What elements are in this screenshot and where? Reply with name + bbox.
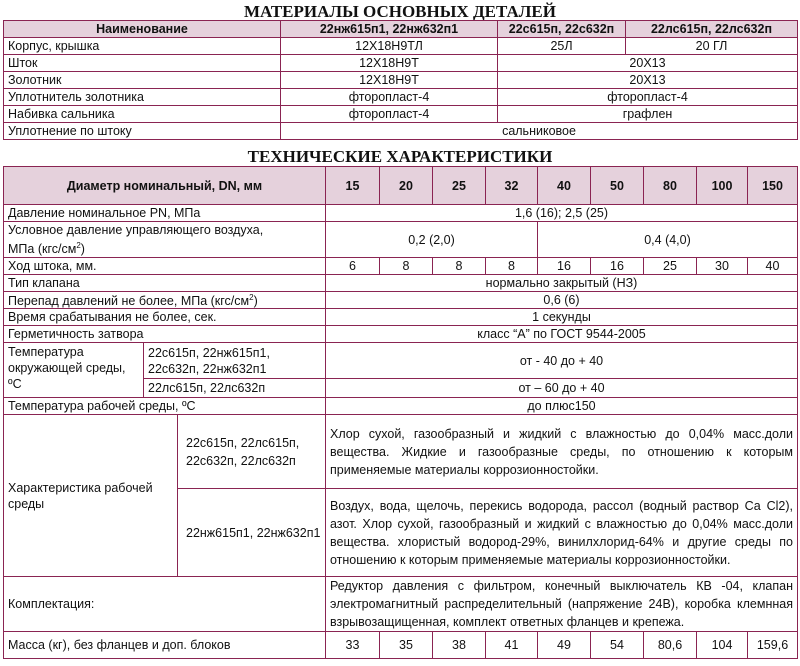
cell: 16 xyxy=(538,258,591,275)
cell: 6 xyxy=(326,258,380,275)
model-list: 22с615п, 22нж615п1, 22с632п, 22нж632п1 xyxy=(144,343,326,379)
cell: 1 секунды xyxy=(326,309,798,326)
tech-title: ТЕХНИЧЕСКИЕ ХАРАКТЕРИСТИКИ xyxy=(247,147,553,166)
row-label: Время срабатывания не более, сек. xyxy=(4,309,326,326)
row-label: Перепад давлений не более, МПа $(кгс/см^2)$ xyxy=(4,292,326,309)
cell: 16 xyxy=(591,258,644,275)
tech-table xyxy=(3,166,798,659)
table-row xyxy=(4,89,798,106)
row-label: Корпус, крышка xyxy=(4,38,281,55)
cell: класс “А” по ГОСТ 9544-2005 xyxy=(326,326,798,343)
cell: 1,6 (16); 2,5 (25) xyxy=(326,205,798,222)
cell: 25 xyxy=(644,258,697,275)
cell: 35 xyxy=(380,632,433,659)
table-row xyxy=(4,632,798,659)
header-nzh: 22нж615п1, 22нж632п1 xyxy=(281,21,498,38)
cell: фторопласт-4 xyxy=(281,106,498,123)
row-label: Золотник xyxy=(4,72,281,89)
row-label: Ход штока, мм. xyxy=(4,258,326,275)
dn-cell: 32 xyxy=(486,167,538,205)
cell: 12Х18Н9Т xyxy=(281,72,498,89)
cell: от – 60 до + 40 xyxy=(326,379,798,398)
model-list: 22лс615п, 22лс632п xyxy=(144,379,326,398)
cell: 8 xyxy=(433,258,486,275)
header-s: 22с615п, 22с632п xyxy=(498,21,626,38)
cell: до плюс150 xyxy=(326,398,798,415)
cell: графлен xyxy=(498,106,798,123)
dn-cell: 50 xyxy=(591,167,644,205)
cell: 0,6 (6) xyxy=(326,292,798,309)
model-list: 22нж615п1, 22нж632п1 xyxy=(178,489,326,577)
cell: 0,2 (2,0) xyxy=(326,222,538,258)
table-row xyxy=(4,577,798,632)
cell: Хлор сухой, газообразный и жидкий с влажностью до 0,04% масс.доли вещества. Жидкие и газообразные среды, по отношению к которым применяемые материалы коррозионностойки. xyxy=(326,415,798,489)
table-row xyxy=(4,292,798,309)
table-row xyxy=(4,326,798,343)
model-list: 22с615п, 22лс615п, 22с632п, 22лс632п xyxy=(178,415,326,489)
cell: 20Х13 xyxy=(498,55,798,72)
table-row xyxy=(4,222,798,258)
table-row xyxy=(4,72,798,89)
dn-cell: 25 xyxy=(433,167,486,205)
cell: 80,6 xyxy=(644,632,697,659)
row-label: Уплотнитель золотника xyxy=(4,89,281,106)
cell: фторопласт-4 xyxy=(281,89,498,106)
cell: 40 xyxy=(748,258,798,275)
cell: 12Х18Н9ТЛ xyxy=(281,38,498,55)
row-label: Набивка сальника xyxy=(4,106,281,123)
materials-table xyxy=(3,20,798,140)
cell: Воздух, вода, щелочь, перекись водорода, рассол (водный раствор Са Cl2), азот. Хлор сухой, газообразный и жидкий с влажностью до 0,04% масс.доли вещества. хлористый водород-29%, винилхлорид-64% и другие среды по отношению к которым применяемые материалы коррозионностойки. xyxy=(326,489,798,577)
table-row xyxy=(4,275,798,292)
cell: нормально закрытый (НЗ) xyxy=(326,275,798,292)
dn-cell: 40 xyxy=(538,167,591,205)
cell: 54 xyxy=(591,632,644,659)
table-row xyxy=(4,343,798,379)
table-row xyxy=(4,398,798,415)
cell: Редуктор давления с фильтром, конечный выключатель КВ -04, клапан электромагнитный распределительный (напряжение 24В), коробка клемнная взрывозащищенная, комплект ответных фланцев и крепежа. xyxy=(326,577,798,632)
table-row xyxy=(4,309,798,326)
materials-header-row xyxy=(4,21,798,38)
dn-cell: 150 xyxy=(748,167,798,205)
row-label: Характеристика рабочей среды xyxy=(4,415,178,577)
table-row xyxy=(4,123,798,140)
cell: 41 xyxy=(486,632,538,659)
dn-row xyxy=(4,167,798,205)
cell: 33 xyxy=(326,632,380,659)
cell: 8 xyxy=(486,258,538,275)
dn-cell: 80 xyxy=(644,167,697,205)
row-label: Температура рабочей среды, ºС xyxy=(4,398,326,415)
cell: сальниковое xyxy=(281,123,798,140)
cell: 159,6 xyxy=(748,632,798,659)
cell: 25Л xyxy=(498,38,626,55)
header-name: Наименование xyxy=(4,21,281,38)
table-row xyxy=(4,106,798,123)
cell: 8 xyxy=(380,258,433,275)
row-label: Давление номинальное PN, МПа xyxy=(4,205,326,222)
cell: 20Х13 xyxy=(498,72,798,89)
dn-cell: 20 xyxy=(380,167,433,205)
table-row xyxy=(4,258,798,275)
cell: 49 xyxy=(538,632,591,659)
row-label: Герметичность затвора xyxy=(4,326,326,343)
row-label: Шток xyxy=(4,55,281,72)
materials-title: МАТЕРИАЛЫ ОСНОВНЫХ ДЕТАЛЕЙ xyxy=(244,2,556,21)
table-row xyxy=(4,55,798,72)
dn-cell: 15 xyxy=(326,167,380,205)
dn-label: Диаметр номинальный, DN, мм xyxy=(4,167,326,205)
row-label: Масса (кг), без фланцев и доп. блоков xyxy=(4,632,326,659)
row-label: Комплектация: xyxy=(4,577,326,632)
cell: от - 40 до + 40 xyxy=(326,343,798,379)
row-label: Тип клапана xyxy=(4,275,326,292)
cell: фторопласт-4 xyxy=(498,89,798,106)
cell: 38 xyxy=(433,632,486,659)
cell: 30 xyxy=(697,258,748,275)
dn-cell: 100 xyxy=(697,167,748,205)
table-row xyxy=(4,415,798,489)
cell: 12Х18Н9Т xyxy=(281,55,498,72)
row-label: Условное давление управляющего воздуха, МПа $(кгс/см^2)$ xyxy=(4,222,326,258)
cell: 20 ГЛ xyxy=(626,38,798,55)
row-label: Температура окружающей среды, ºС xyxy=(4,343,144,398)
table-row xyxy=(4,38,798,55)
cell: 0,4 (4,0) xyxy=(538,222,798,258)
row-label: Уплотнение по штоку xyxy=(4,123,281,140)
cell: 104 xyxy=(697,632,748,659)
table-row xyxy=(4,205,798,222)
header-ls: 22лс615п, 22лс632п xyxy=(626,21,798,38)
